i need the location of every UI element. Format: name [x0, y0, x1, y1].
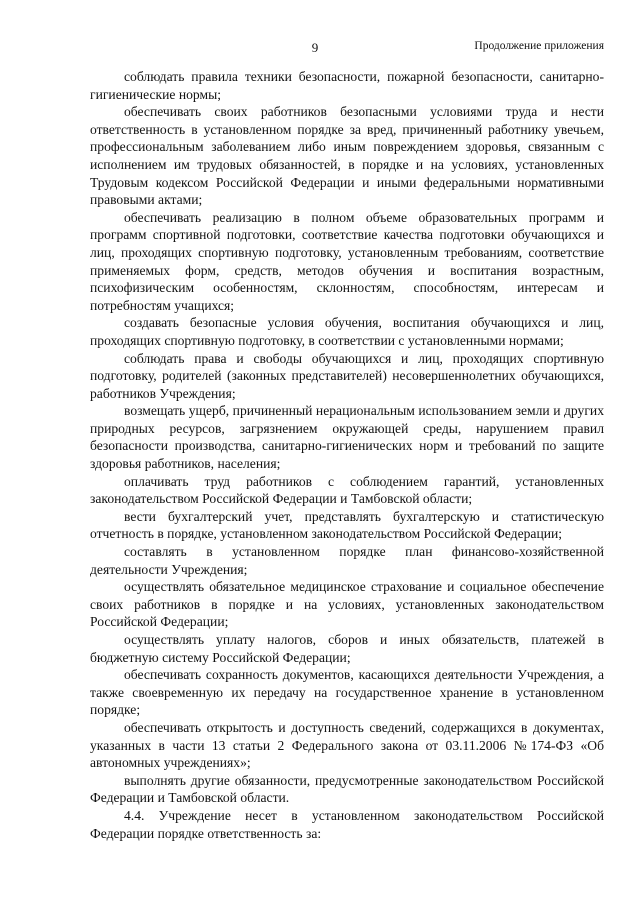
paragraph: выполнять другие обязанности, предусмотренные законодательством Российской Федерации и Тамбовской области. — [90, 772, 604, 806]
paragraph: оплачивать труд работников с соблюдением гарантий, установленных законодательством Российской Федерации и Тамбовской области; — [90, 473, 604, 507]
paragraph: соблюдать правила техники безопасности, пожарной безопасности, санитарно-гигиенические нормы; — [90, 69, 604, 102]
paragraph: обеспечивать своих работников безопасными условиями труда и нести ответственность в установленном порядке за вред, причиненный работнику увечьем, профессиональным заболеванием либо иным повреждением здоровья, связанным с исполнением им трудовых обязанностей, в порядке и на условиях, установленных Трудовым кодексом Российской Федерации и иными федеральными нормативными правовыми актами; — [90, 104, 604, 208]
section-paragraph: 4.4. Учреждение несет в установленном законодательством Российской Федерации порядке ответственность за: — [90, 807, 604, 841]
paragraph: осуществлять обязательное медицинское страхование и социальное обеспечение своих работников в порядке и на условиях, установленных законодательством Российской Федерации; — [90, 579, 604, 630]
document-body — [90, 68, 604, 842]
paragraph: обеспечивать реализацию в полном объеме образовательных программ и программ спортивной подготовки, соответствие качества подготовки обучающихся и лиц, проходящих спортивную подготовку, установленным требованиям, соответствие применяемых форм, средств, методов обучения и воспитания возрастным, психофизическим особенностям, склонностям, способностям, интересам и потребностям учащихся; — [90, 209, 604, 313]
paragraph: создавать безопасные условия обучения, воспитания обучающихся и лиц, проходящих спортивную подготовку, в соответствии с установленными нормами; — [90, 315, 604, 348]
page-number: 9 — [311, 40, 319, 55]
paragraph: соблюдать права и свободы обучающихся и лиц, проходящих спортивную подготовку, родителей (законных представителей) несовершеннолетних обучающихся, работников Учреждения; — [90, 350, 604, 401]
header-note: Продолжение приложения — [474, 40, 604, 52]
paragraph: вести бухгалтерский учет, представлять бухгалтерскую и статистическую отчетность в порядке, установленном законодательством Российской Федерации; — [90, 508, 604, 542]
paragraph: обеспечивать сохранность документов, касающихся деятельности Учреждения, а также своевременную их передачу на государственное хранение в установленном порядке; — [90, 667, 604, 718]
paragraph: осуществлять уплату налогов, сборов и иных обязательств, платежей в бюджетную систему Российской Федерации; — [90, 632, 604, 665]
paragraph: составлять в установленном порядке план финансово-хозяйственной деятельности Учреждения; — [90, 544, 604, 577]
paragraph: возмещать ущерб, причиненный нерациональным использованием земли и других природных ресурсов, загрязнением окружающей среды, нарушением правил безопасности производства, санитарно-гигиенических норм и требований по защите здоровья работников, населения; — [90, 403, 604, 472]
paragraph: обеспечивать открытость и доступность сведений, содержащихся в документах, указанных в части 13 статьи 2 Федерального закона от 03.11.2006 №174-ФЗ «Об автономных учреждениях»; — [90, 719, 604, 771]
